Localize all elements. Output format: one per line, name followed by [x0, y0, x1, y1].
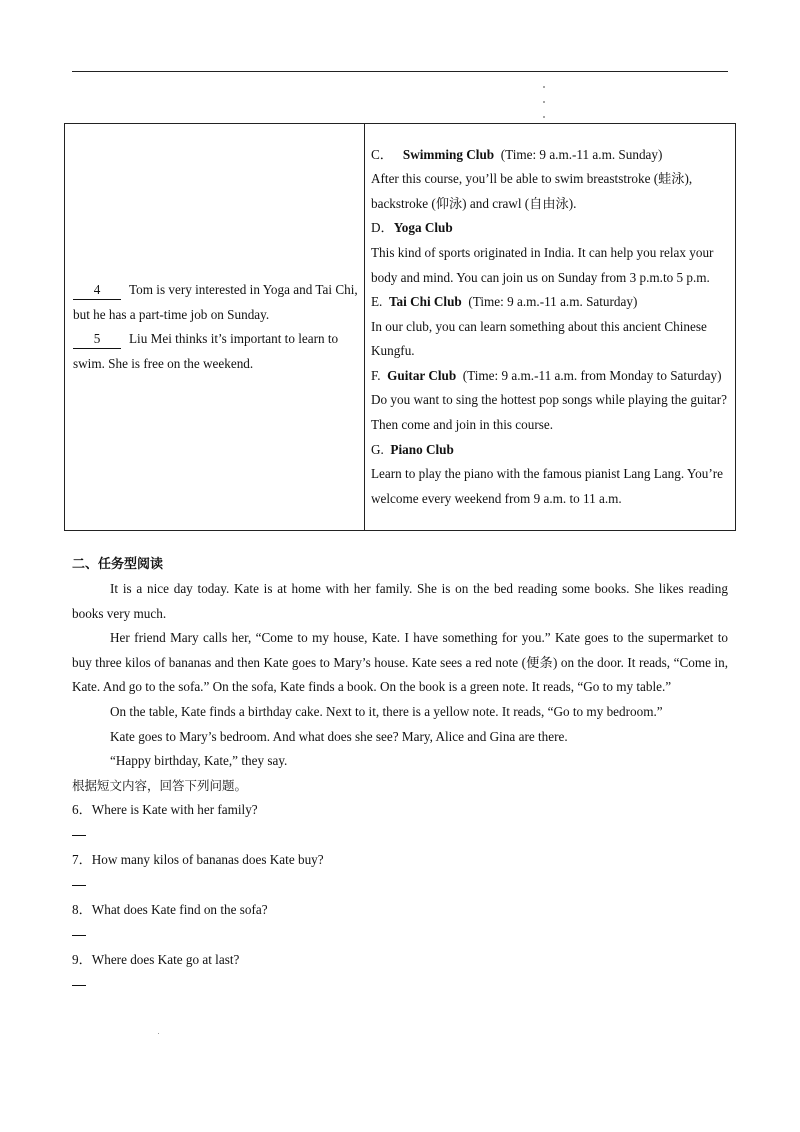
decorative-dot	[543, 116, 545, 118]
club-time: (Time: 9 a.m.-11 a.m. Sunday)	[500, 146, 663, 162]
story-paragraph: On the table, Kate finds a birthday cake. Next to it, there is a yellow note. It reads, “Go to my bedroom.”	[110, 703, 663, 719]
club-description: Learn to play the piano with the famous pianist Lang Lang. You’re welcome every weekend from 9 a.m. to 11 a.m.	[371, 466, 723, 506]
answer-line-6[interactable]	[72, 823, 728, 848]
club-name: Yoga Club	[393, 220, 453, 236]
club-name: Guitar Club	[387, 367, 457, 383]
club-letter: G.	[371, 441, 384, 457]
story-paragraph: Kate goes to Mary’s bedroom. And what does she see? Mary, Alice and Gina are there.	[110, 728, 568, 744]
task-reading-section	[72, 553, 728, 998]
club-f	[371, 364, 729, 438]
answer-blank-4[interactable]: 4	[73, 281, 121, 300]
club-time: (Time: 9 a.m.-11 a.m. from Monday to Saturday)	[462, 367, 722, 383]
club-time: (Time: 9 a.m.-11 a.m. Saturday)	[468, 294, 638, 310]
statements-cell	[65, 124, 365, 531]
question-7: 7．How many kilos of bananas does Kate buy?	[72, 852, 324, 868]
decorative-dot	[158, 1033, 159, 1034]
club-description: After this course, you’ll be able to swim breaststroke (蛙泳), backstroke (仰泳) and crawl (自由泳).	[371, 171, 693, 211]
club-e	[371, 290, 729, 364]
club-description: In our club, you can learn something about this ancient Chinese Kungfu.	[371, 318, 707, 359]
instruction: 根据短文内容，回答下列问题。	[72, 777, 248, 793]
club-letter: C．	[371, 146, 393, 162]
club-d	[371, 216, 729, 290]
statement-5-text: Liu Mei thinks it’s important to learn to swim. She is free on the weekend.	[73, 331, 339, 371]
club-matching-table	[64, 123, 736, 531]
section-title: 二、任务型阅读	[72, 557, 164, 572]
club-letter: D．	[371, 220, 394, 236]
club-letter: F.	[371, 367, 381, 383]
club-name: Swimming Club	[402, 146, 495, 162]
answer-blank-5[interactable]: 5	[73, 330, 121, 349]
decorative-dot	[543, 86, 545, 88]
club-name: Tai Chi Club	[388, 294, 462, 310]
question-8: 8．What does Kate find on the sofa?	[72, 902, 268, 918]
question-6: 6．Where is Kate with her family?	[72, 802, 258, 818]
statement-5	[73, 327, 358, 376]
answer-line-8[interactable]	[72, 923, 728, 948]
club-description: This kind of sports originated in India. It can help you relax your body and mind. You can join us on Sunday from 3 p.m.to 5 p.m.	[371, 244, 714, 285]
decorative-dot	[543, 101, 545, 103]
story-paragraph: It is a nice day today. Kate is at home with her family. She is on the bed reading some books. She likes reading books very much.	[72, 581, 728, 621]
statement-4-text: Tom is very interested in Yoga and Tai Chi, but he has a part-time job on Sunday.	[73, 282, 358, 322]
statement-4	[73, 278, 358, 327]
clubs-cell	[365, 124, 736, 531]
story-paragraph: Her friend Mary calls her, “Come to my house, Kate. I have something for you.” Kate goes to the supermarket to buy three kilos of bananas and then Kate goes to Mary’s house. Kate sees a red note (便条) on the door. It reads, “Come in, Kate. And go to the sofa.” On the sofa, Kate finds a book. On the book is a green note. It reads, “Go to my table.”	[72, 630, 728, 695]
story-paragraph: “Happy birthday, Kate,” they say.	[110, 753, 288, 769]
answer-line-7[interactable]	[72, 873, 728, 898]
club-letter: E.	[371, 294, 383, 310]
club-name: Piano Club	[390, 441, 454, 457]
club-description: Do you want to sing the hottest pop songs while playing the guitar? Then come and join in this course.	[371, 392, 728, 433]
answer-line-9[interactable]	[72, 973, 728, 998]
club-c	[371, 143, 729, 217]
club-g	[371, 438, 729, 512]
header-rule	[72, 71, 728, 72]
question-9: 9．Where does Kate go at last?	[72, 952, 240, 968]
